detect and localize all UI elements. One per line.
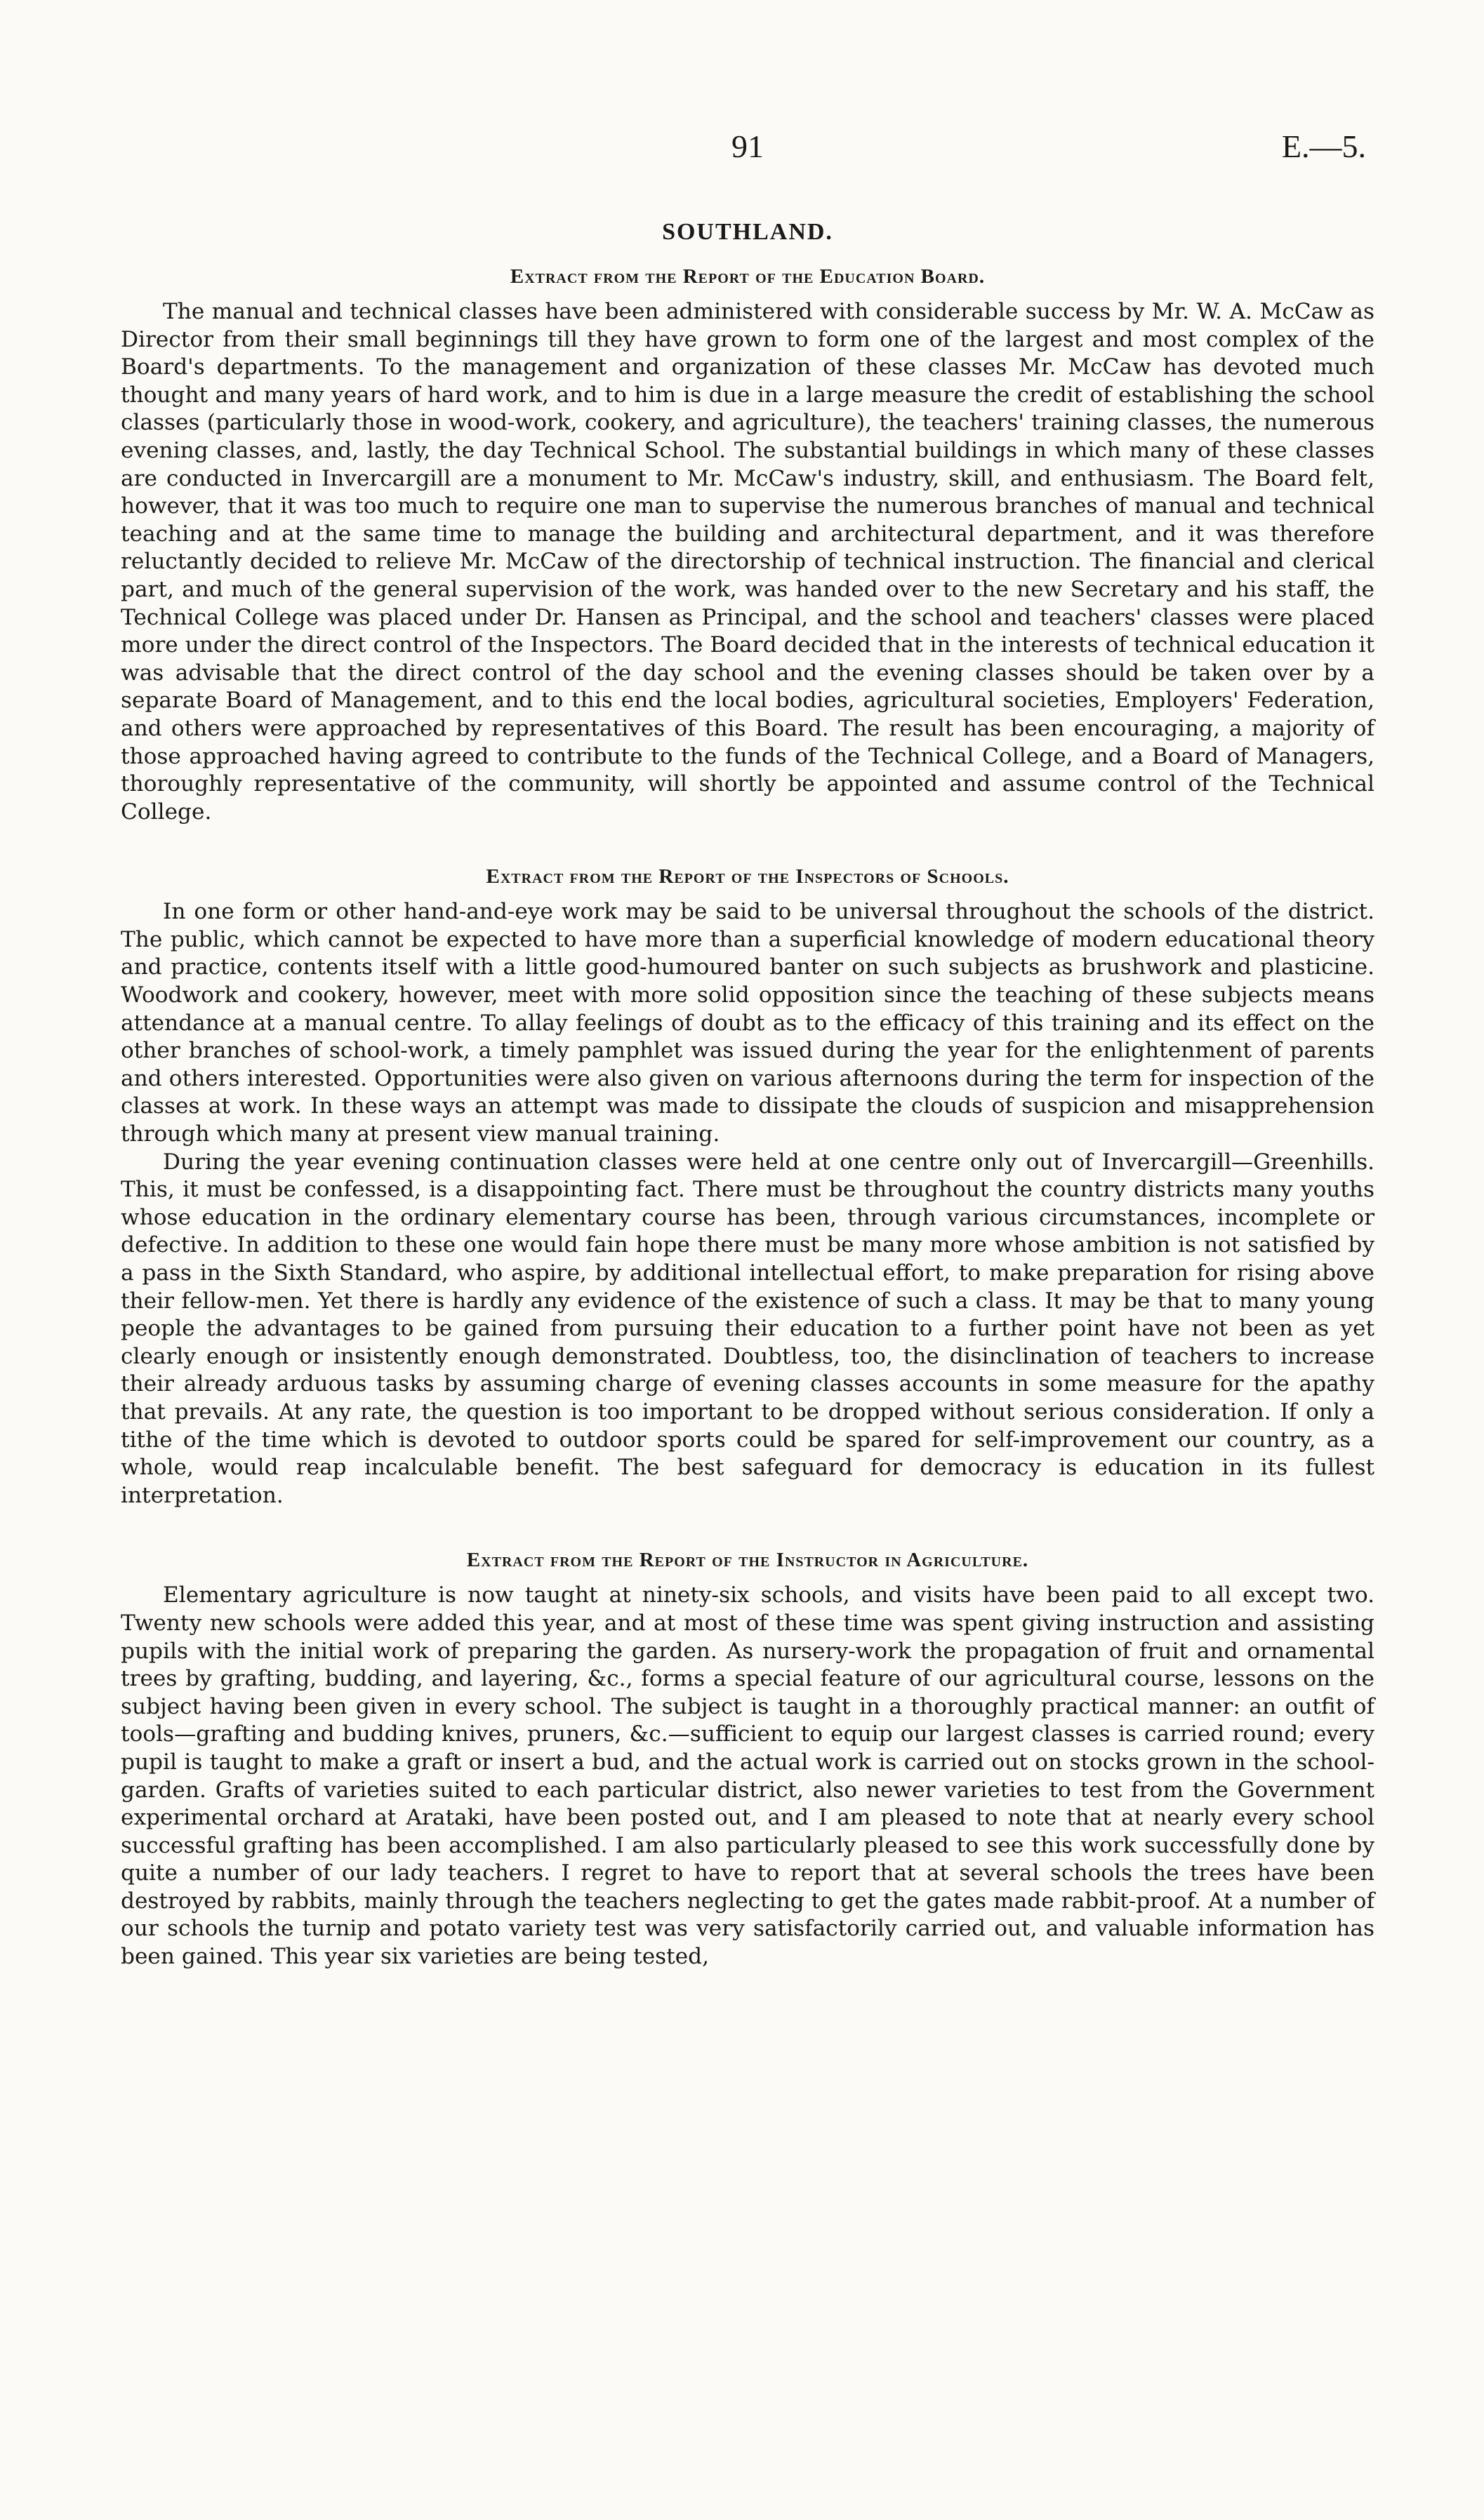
paragraph: Elementary agriculture is now taught at ninety-six schools, and visits have been paid to all except two. Twenty new schools were added this year, and at most of these time was spent giving instruction and assisting pupils with the initial work of preparing the garden. As nursery-work the propagation of fruit and ornamental trees by grafting, budding, and layering, &c., forms a special feature of our agricultural course, lessons on the subject having been given in every school. The subject is taught in a thoroughly practical manner: an outfit of tools—grafting and budding knives, pruners, &c.—sufficient to equip our largest classes is carried round; every pupil is taught to make a graft or insert a bud, and the actual work is carried out on stocks grown in the school-garden. Grafts of varieties suited to each particular district, also newer varieties to test from the Government experimental orchard at Arataki, have been posted out, and I am pleased to note that at nearly every school successful grafting has been accomplished. I am also particularly pleased to see this work successfully done by quite a number of our lady teachers. I regret to have to report that at several schools the trees have been destroyed by rabbits, mainly through the teachers neglecting to get the gates made rabbit-proof. At a number of our schools the turnip and potato variety test was very satisfactorily carried out, and valuable information has been gained. This year six varieties are being tested, <box>121 1582 1374 1970</box>
paragraph: During the year evening continuation classes were held at one centre only out of Invercargill—Greenhills. This, it must be confessed, is a disappointing fact. There must be throughout the country districts many youths whose education in the ordinary elementary course has been, through various circumstances, incomplete or defective. In addition to these one would fain hope there must be many more whose ambition is not satisfied by a pass in the Sixth Standard, who aspire, by additional intellectual effort, to make preparation for rising above their fellow-men. Yet there is hardly any evidence of the existence of such a class. It may be that to many young people the advantages to be gained from pursuing their education to a further point have not been as yet clearly enough or insistently enough demonstrated. Doubtless, too, the disinclination of teachers to increase their already arduous tasks by assuming charge of evening classes accounts in some measure for the apathy that prevails. At any rate, the question is too important to be dropped without serious consideration. If only a tithe of the time which is devoted to outdoor sports could be spared for self-improvement our country, as a whole, would reap incalculable benefit. The best safeguard for democracy is education in its fullest interpretation. <box>121 1149 1374 1508</box>
section-heading: Extract from the Report of the Instructor in Agriculture. <box>466 1549 1029 1572</box>
inspectors-section <box>121 865 1374 1509</box>
district-title: SOUTHLAND. <box>662 219 833 245</box>
paragraph: The manual and technical classes have been administered with considerable success by Mr. W. A. McCaw as Director from their small beginnings till they have grown to form one of the largest and most complex of the Board's departments. To the management and organization of these classes Mr. McCaw has devoted much thought and many years of hard work, and to him is due in a large measure the credit of establishing the school classes (particularly those in wood-work, cookery, and agriculture), the teachers' training classes, the numerous evening classes, and, lastly, the day Technical School. The substantial buildings in which many of these classes are conducted in Invercargill are a monument to Mr. McCaw's industry, skill, and enthusiasm. The Board felt, however, that it was too much to require one man to supervise the numerous branches of manual and technical teaching and at the same time to manage the building and architectural department, and it was therefore reluctantly decided to relieve Mr. McCaw of the directorship of technical instruction. The financial and clerical part, and much of the general supervision of the work, was handed over to the new Secretary and his staff, the Technical College was placed under Dr. Hansen as Principal, and the school and teachers' classes were placed more under the direct control of the Inspectors. The Board decided that in the interests of technical education it was advisable that the direct control of the day school and the evening classes should be taken over by a separate Board of Management, and to this end the local bodies, agricultural societies, Employers' Federation, and others were approached by representatives of this Board. The result has been encouraging, a majority of those approached having agreed to contribute to the funds of the Technical College, and a Board of Managers, thoroughly representative of the community, will shortly be appointed and assume control of the Technical College. <box>121 299 1374 825</box>
section-heading: Extract from the Report of the Inspectors of Schools. <box>486 865 1009 888</box>
paragraph: In one form or other hand-and-eye work may be said to be universal throughout the schools of the district. The public, which cannot be expected to have more than a superficial knowledge of modern educational theory and practice, contents itself with a little good-humoured banter on such subjects as brushwork and plasticine. Woodwork and cookery, however, meet with more solid opposition since the teaching of these subjects means attendance at a manual centre. To allay feelings of doubt as to the efficacy of this training and its effect on the other branches of school-work, a timely pamphlet was issued during the year for the enlightenment of parents and others interested. Opportunities were also given on various afternoons during the term for inspection of the classes at work. In these ways an attempt was made to dissipate the clouds of suspicion and misapprehension through which many at present view manual training. <box>121 899 1374 1147</box>
page-number: 91 <box>731 128 764 164</box>
education-board-section <box>121 265 1374 826</box>
agriculture-section <box>121 1549 1374 1971</box>
page-body <box>121 219 1374 1971</box>
series-number: E.—5. <box>1281 128 1366 164</box>
section-heading: Extract from the Report of the Education Board. <box>510 265 986 288</box>
